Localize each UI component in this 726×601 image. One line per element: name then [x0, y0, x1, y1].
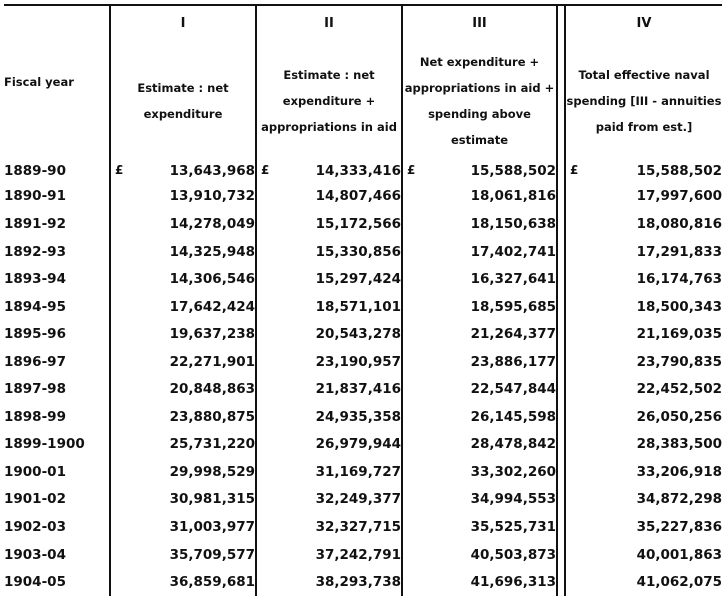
value-text: 23,190,957 [315, 353, 401, 370]
column-gap [557, 265, 565, 293]
value-text: 22,547,844 [470, 381, 556, 398]
value-text: 19,637,238 [169, 326, 255, 343]
column-gap [557, 159, 565, 183]
value-cell [565, 486, 722, 514]
column-gap [557, 4, 565, 42]
value-text: 17,997,600 [636, 188, 722, 205]
naval-expenditure-table [4, 4, 722, 596]
value-text: 25,731,220 [169, 436, 255, 453]
value-text: 18,595,685 [470, 298, 556, 315]
value-cell [565, 265, 722, 293]
value-text: 17,291,833 [636, 243, 722, 260]
value-cell [402, 486, 557, 514]
column-gap [557, 348, 565, 376]
table-row [4, 403, 722, 431]
value-cell [256, 513, 402, 541]
column-description: Total effective naval spending [III - annuities paid from est.] [566, 67, 722, 134]
value-cell [110, 568, 256, 596]
value-cell [110, 486, 256, 514]
column-gap [557, 458, 565, 486]
column-gap [557, 238, 565, 266]
currency-symbol: £ [261, 162, 270, 177]
value-cell [256, 348, 402, 376]
value-cell [402, 513, 557, 541]
value-text: 15,297,424 [315, 271, 401, 288]
value-cell [256, 265, 402, 293]
fiscal-year-cell: 1892-93 [4, 238, 110, 266]
value-cell [402, 159, 557, 183]
fiscal-year-cell: 1898-99 [4, 403, 110, 431]
value-text: 20,848,863 [169, 381, 255, 398]
value-cell [402, 403, 557, 431]
fiscal-year-cell: 1894-95 [4, 293, 110, 321]
fiscal-year-cell: 1897-98 [4, 375, 110, 403]
value-text: 31,003,977 [169, 518, 255, 535]
value-text: 23,886,177 [470, 353, 556, 370]
fiscal-year-cell: 1904-05 [4, 568, 110, 596]
value-cell [110, 403, 256, 431]
value-cell [402, 348, 557, 376]
value-text: 26,979,944 [315, 436, 401, 453]
value-text: 36,859,681 [169, 574, 255, 591]
value-text: 37,242,791 [315, 546, 401, 563]
value-text: 18,150,638 [470, 215, 556, 232]
value-cell [256, 375, 402, 403]
value-cell [110, 541, 256, 569]
fiscal-year-cell: 1889-90 [4, 159, 110, 183]
value-cell [565, 458, 722, 486]
value-text: 15,588,502 [470, 162, 556, 179]
value-text: 31,169,727 [315, 463, 401, 480]
value-text: 30,981,315 [169, 491, 255, 508]
value-cell [565, 159, 722, 183]
value-cell [402, 458, 557, 486]
value-text: 13,643,968 [169, 162, 255, 179]
column-description: Estimate : net expenditure + appropriations in aid [256, 42, 402, 159]
value-text: 14,306,546 [169, 271, 255, 288]
value-text: 28,478,842 [470, 436, 556, 453]
value-text: 20,543,278 [315, 326, 401, 343]
column-gap [557, 42, 565, 159]
value-cell [565, 210, 722, 238]
fiscal-year-cell: 1896-97 [4, 348, 110, 376]
value-cell [110, 458, 256, 486]
column-gap [557, 403, 565, 431]
value-text: 14,325,948 [169, 243, 255, 260]
value-text: 18,061,816 [470, 188, 556, 205]
table-row [4, 320, 722, 348]
value-cell [402, 183, 557, 211]
value-cell [110, 183, 256, 211]
value-text: 21,169,035 [636, 326, 722, 343]
value-cell [110, 265, 256, 293]
value-cell [565, 348, 722, 376]
fiscal-year-cell: 1899-1900 [4, 431, 110, 459]
value-cell [402, 265, 557, 293]
fiscal-year-header: Fiscal year [4, 4, 110, 159]
value-cell [256, 568, 402, 596]
value-text: 15,588,502 [636, 162, 722, 179]
value-cell [110, 159, 256, 183]
value-cell [256, 159, 402, 183]
column-numeral: I [110, 4, 256, 42]
value-text: 22,271,901 [169, 353, 255, 370]
value-cell [402, 431, 557, 459]
value-cell [110, 210, 256, 238]
table-body [4, 159, 722, 596]
value-cell [565, 183, 722, 211]
table-row [4, 238, 722, 266]
column-gap [557, 293, 565, 321]
value-cell [110, 320, 256, 348]
value-cell [256, 293, 402, 321]
value-text: 24,935,358 [315, 408, 401, 425]
column-gap [557, 513, 565, 541]
value-text: 34,872,298 [636, 491, 722, 508]
value-cell [256, 210, 402, 238]
value-text: 15,330,856 [315, 243, 401, 260]
value-cell [402, 293, 557, 321]
value-text: 15,172,566 [315, 215, 401, 232]
table-row [4, 486, 722, 514]
value-text: 23,880,875 [169, 408, 255, 425]
fiscal-year-cell: 1893-94 [4, 265, 110, 293]
value-cell [402, 541, 557, 569]
value-cell [565, 403, 722, 431]
value-cell [565, 293, 722, 321]
fiscal-year-cell: 1895-96 [4, 320, 110, 348]
value-cell [565, 541, 722, 569]
value-text: 14,278,049 [169, 215, 255, 232]
value-cell [110, 238, 256, 266]
value-cell [110, 431, 256, 459]
currency-symbol: £ [570, 162, 579, 177]
value-text: 23,790,835 [636, 353, 722, 370]
value-text: 16,327,641 [470, 271, 556, 288]
value-cell [402, 568, 557, 596]
fiscal-year-cell: 1890-91 [4, 183, 110, 211]
value-text: 33,206,918 [636, 463, 722, 480]
value-text: 21,837,416 [315, 381, 401, 398]
column-description-row [4, 42, 722, 159]
value-text: 34,994,553 [470, 491, 556, 508]
value-cell [565, 513, 722, 541]
value-cell [256, 458, 402, 486]
table-row [4, 293, 722, 321]
value-cell [256, 431, 402, 459]
value-cell [256, 238, 402, 266]
value-cell [256, 403, 402, 431]
value-cell [256, 320, 402, 348]
column-gap [557, 210, 565, 238]
table-row [4, 265, 722, 293]
value-cell [565, 238, 722, 266]
currency-symbol: £ [115, 162, 124, 177]
fiscal-year-cell: 1891-92 [4, 210, 110, 238]
value-cell [110, 375, 256, 403]
value-text: 29,998,529 [169, 463, 255, 480]
value-text: 28,383,500 [636, 436, 722, 453]
fiscal-year-cell: 1903-04 [4, 541, 110, 569]
column-gap [557, 375, 565, 403]
fiscal-year-cell: 1900-01 [4, 458, 110, 486]
value-text: 41,062,075 [636, 574, 722, 591]
value-text: 16,174,763 [636, 271, 722, 288]
value-text: 41,696,313 [470, 574, 556, 591]
fiscal-year-cell: 1902-03 [4, 513, 110, 541]
table-row [4, 568, 722, 596]
column-numeral: II [256, 4, 402, 42]
value-text: 33,302,260 [470, 463, 556, 480]
value-text: 13,910,732 [169, 188, 255, 205]
column-gap [557, 431, 565, 459]
table-row [4, 431, 722, 459]
value-cell [110, 293, 256, 321]
value-text: 14,807,466 [315, 188, 401, 205]
value-text: 18,571,101 [315, 298, 401, 315]
value-cell [565, 320, 722, 348]
value-text: 40,001,863 [636, 546, 722, 563]
table-row [4, 348, 722, 376]
currency-symbol: £ [407, 162, 416, 177]
value-text: 32,327,715 [315, 518, 401, 535]
value-text: 26,145,598 [470, 408, 556, 425]
column-numeral-row [4, 4, 722, 42]
value-text: 35,709,577 [169, 546, 255, 563]
table-row [4, 159, 722, 183]
value-cell [402, 210, 557, 238]
column-numeral: III [402, 4, 557, 42]
value-cell [565, 568, 722, 596]
value-text: 32,249,377 [315, 491, 401, 508]
column-numeral: IV [636, 15, 652, 31]
value-text: 22,452,502 [636, 381, 722, 398]
column-gap [557, 320, 565, 348]
table-row [4, 541, 722, 569]
value-cell [256, 486, 402, 514]
column-gap [557, 541, 565, 569]
value-cell [402, 375, 557, 403]
column-gap [557, 183, 565, 211]
value-text: 26,050,256 [636, 408, 722, 425]
value-cell [402, 320, 557, 348]
value-text: 14,333,416 [315, 162, 401, 179]
value-cell [256, 183, 402, 211]
fiscal-year-cell: 1901-02 [4, 486, 110, 514]
table-row [4, 375, 722, 403]
value-cell [565, 431, 722, 459]
value-text: 35,525,731 [470, 518, 556, 535]
value-cell [256, 541, 402, 569]
table-row [4, 183, 722, 211]
value-text: 40,503,873 [470, 546, 556, 563]
column-description: Estimate : net expenditure [110, 42, 256, 159]
table-row [4, 458, 722, 486]
table-row [4, 210, 722, 238]
value-text: 21,264,377 [470, 326, 556, 343]
column-gap [557, 486, 565, 514]
value-text: 17,642,424 [169, 298, 255, 315]
value-cell [110, 513, 256, 541]
value-text: 17,402,741 [470, 243, 556, 260]
table-row [4, 513, 722, 541]
value-text: 35,227,836 [636, 518, 722, 535]
value-cell [402, 238, 557, 266]
value-text: 38,293,738 [315, 574, 401, 591]
value-cell [565, 375, 722, 403]
column-description: Net expenditure + appropriations in aid + spending above estimate [402, 42, 557, 159]
value-text: 18,080,816 [636, 215, 722, 232]
value-text: 18,500,343 [636, 298, 722, 315]
column-gap [557, 568, 565, 596]
value-cell [110, 348, 256, 376]
